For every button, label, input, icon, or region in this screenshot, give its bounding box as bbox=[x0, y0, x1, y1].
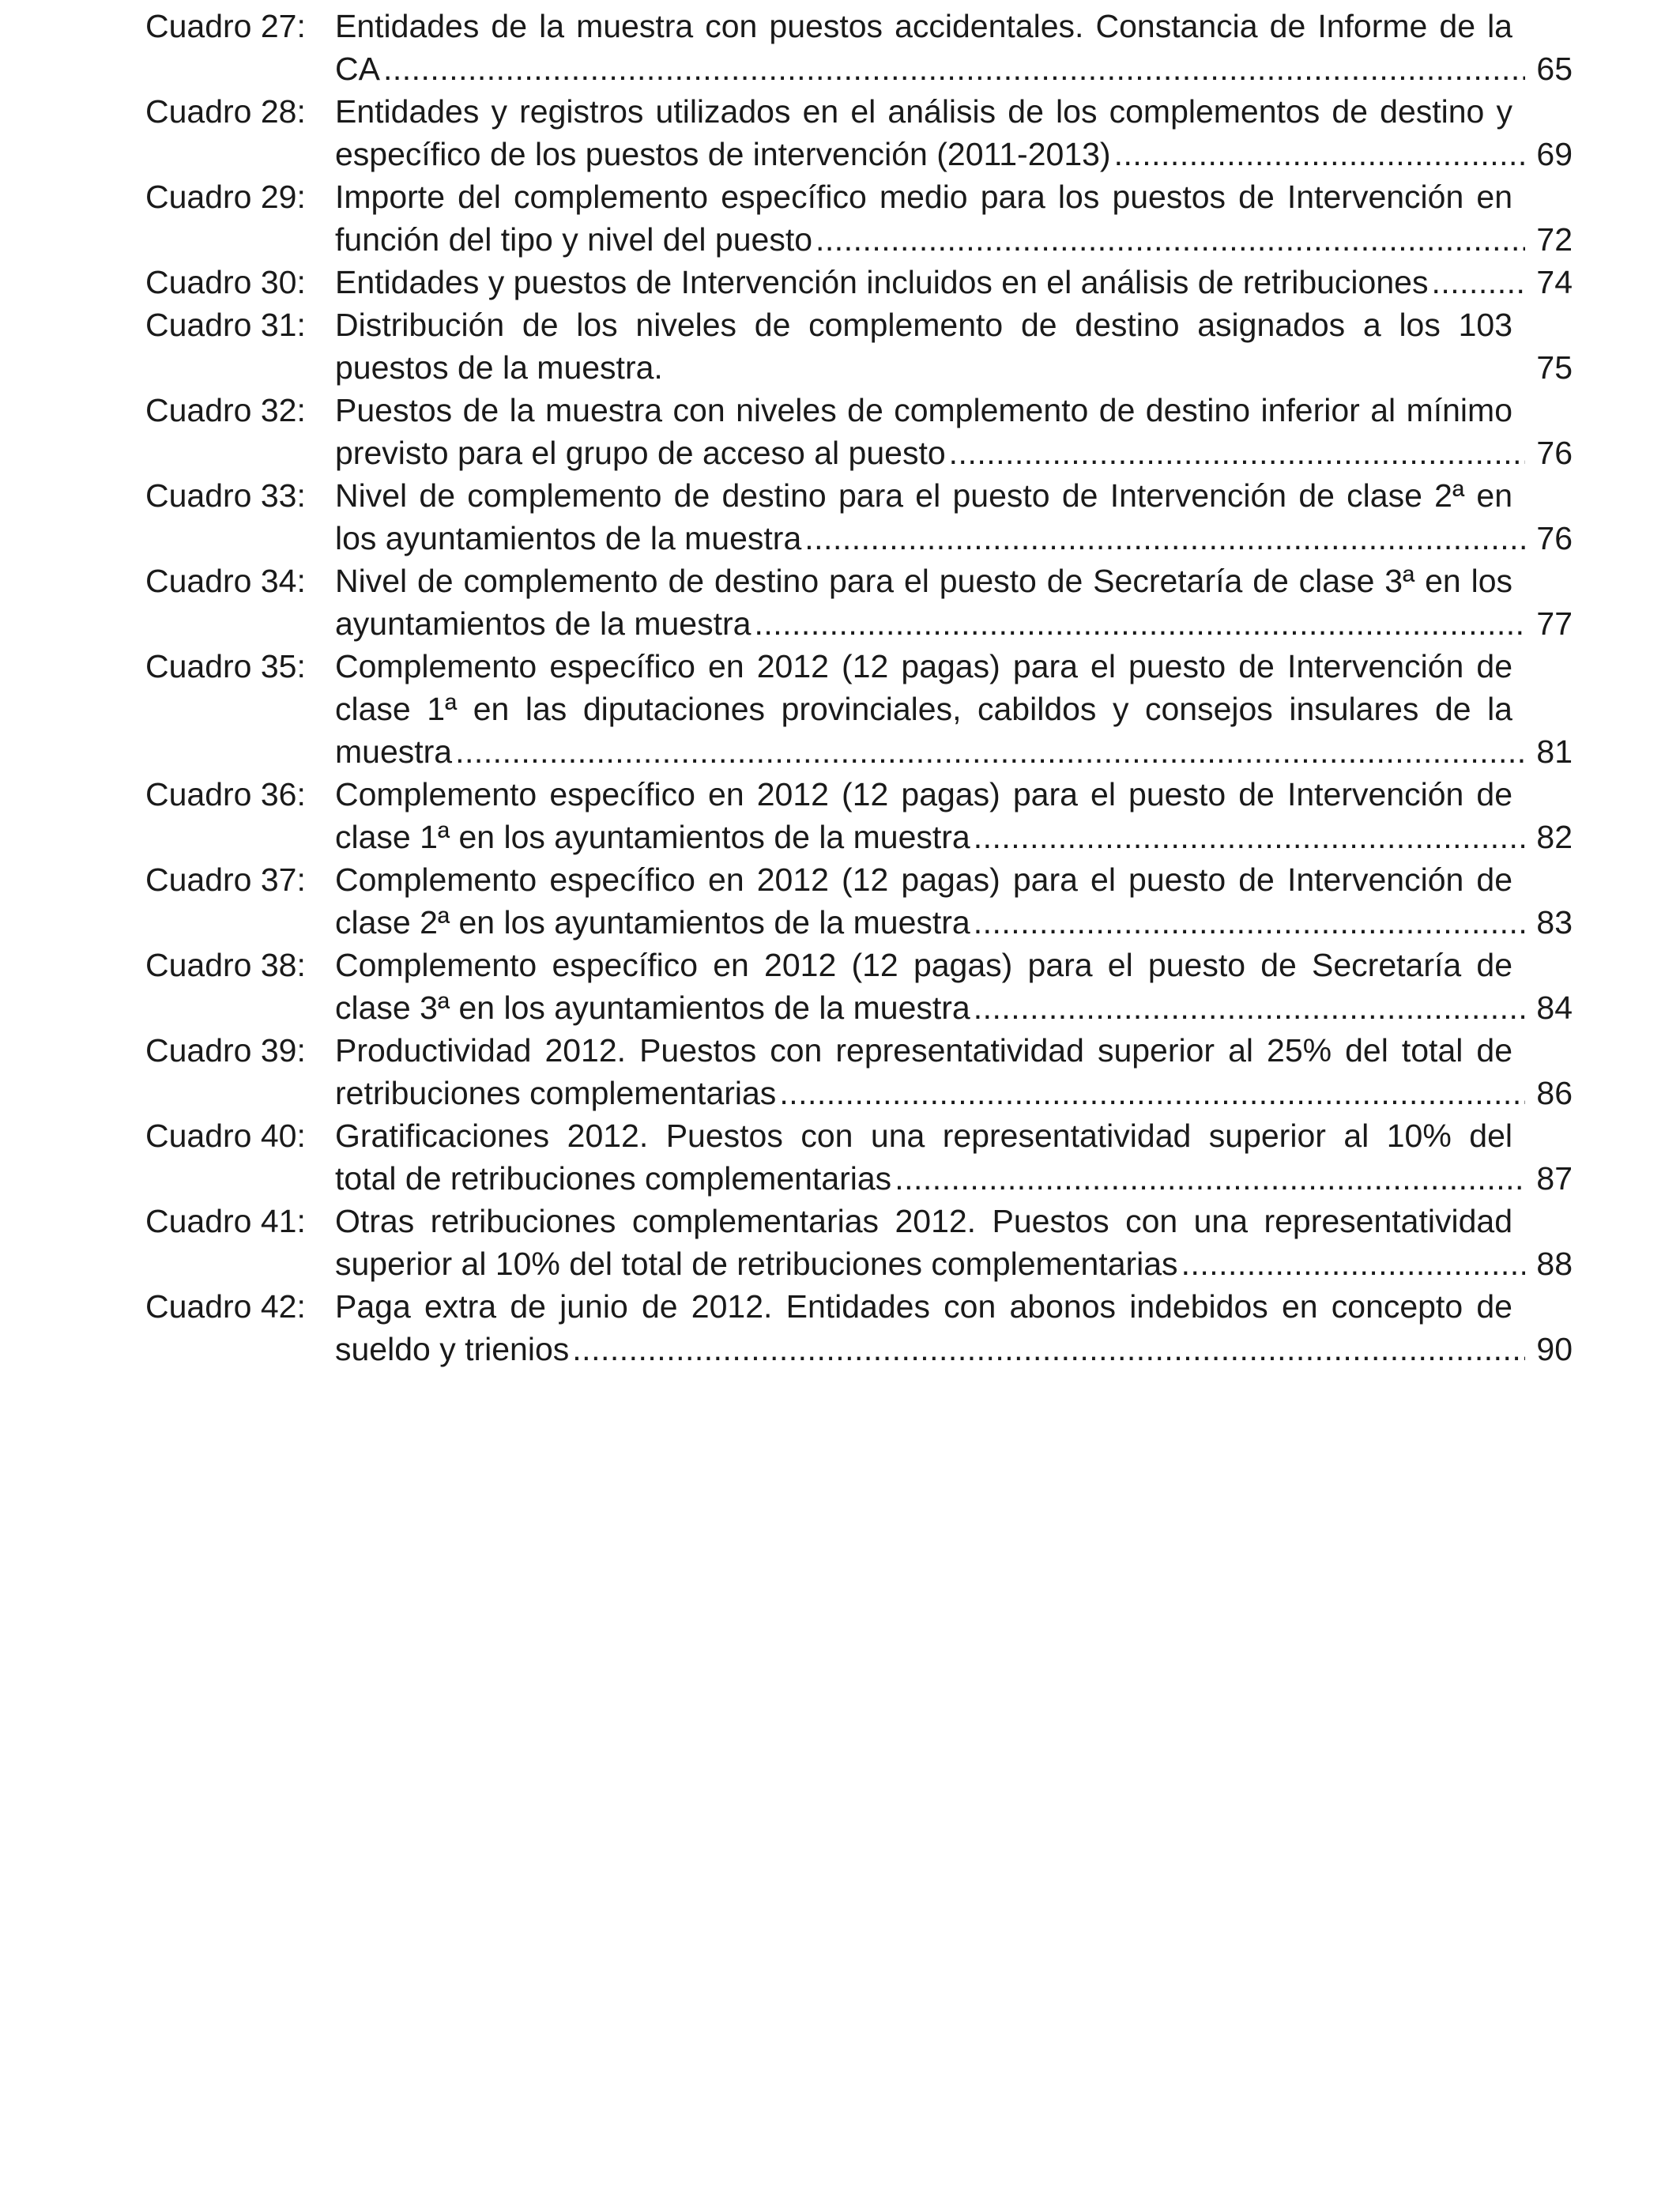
toc-entry-title-line: Gratificaciones 2012. Puestos con una representatividad superior al 10% del bbox=[335, 1118, 1512, 1154]
toc-entry-page-number: 81 bbox=[1536, 733, 1573, 770]
toc-entry-title-line: Complemento específico en 2012 (12 pagas) para el puesto de Secretaría de bbox=[335, 947, 1512, 983]
dot-leader bbox=[455, 730, 1525, 773]
toc-entry-page-number: 86 bbox=[1536, 1075, 1573, 1111]
toc-entry-page-number: 84 bbox=[1536, 990, 1573, 1026]
toc-entry-title-line: Puestos de la muestra con niveles de complemento de destino inferior al mínimo bbox=[335, 392, 1512, 428]
dot-leader bbox=[572, 1328, 1525, 1370]
toc-entry[interactable] bbox=[145, 90, 1573, 175]
toc-entry-title-line: muestra bbox=[335, 733, 453, 770]
toc-entry-label: Cuadro 36: bbox=[145, 776, 306, 812]
dot-leader bbox=[383, 47, 1525, 90]
toc-entry[interactable] bbox=[145, 1114, 1573, 1200]
toc-entry[interactable] bbox=[145, 175, 1573, 261]
toc-entry-label: Cuadro 34: bbox=[145, 563, 306, 599]
toc-entry-page-number: 65 bbox=[1536, 51, 1573, 87]
toc-entry-title-line: Nivel de complemento de destino para el puesto de Secretaría de clase 3ª en los bbox=[335, 563, 1512, 599]
toc-entry-label: Cuadro 39: bbox=[145, 1032, 306, 1069]
toc-entry-title-line: Distribución de los niveles de complemento de destino asignados a los 103 bbox=[335, 307, 1512, 343]
toc-entry-page-number: 90 bbox=[1536, 1331, 1573, 1367]
dot-leader bbox=[949, 432, 1525, 474]
dot-leader bbox=[754, 602, 1525, 645]
toc-entry-label: Cuadro 40: bbox=[145, 1118, 306, 1154]
toc-entry-title-line: CA bbox=[335, 51, 380, 87]
toc-entry-label: Cuadro 27: bbox=[145, 8, 306, 44]
toc-entry-page-number: 87 bbox=[1536, 1160, 1573, 1197]
toc-entry-title-line: Complemento específico en 2012 (12 pagas) para el puesto de Intervención de bbox=[335, 648, 1512, 684]
toc-entry[interactable] bbox=[145, 1029, 1573, 1114]
toc-entry-title-line: Entidades de la muestra con puestos accidentales. Constancia de Informe de la bbox=[335, 8, 1512, 44]
toc-entry-title-line: clase 1ª en las diputaciones provinciales, cabildos y consejos insulares de la bbox=[335, 691, 1512, 727]
toc-entry-label: Cuadro 37: bbox=[145, 861, 306, 898]
toc-entry[interactable] bbox=[145, 773, 1573, 858]
toc-entry-label: Cuadro 35: bbox=[145, 648, 306, 684]
toc-entry-page-number: 88 bbox=[1536, 1246, 1573, 1282]
toc-entry-label: Cuadro 29: bbox=[145, 179, 306, 215]
toc-entry[interactable] bbox=[145, 560, 1573, 645]
dot-leader bbox=[1114, 133, 1525, 175]
toc-entry[interactable] bbox=[145, 261, 1573, 303]
toc-entry-page-number: 83 bbox=[1536, 904, 1573, 941]
toc-entry-title-line: Entidades y registros utilizados en el análisis de los complementos de destino y bbox=[335, 93, 1512, 130]
toc-entry[interactable] bbox=[145, 858, 1573, 944]
dot-leader bbox=[816, 218, 1525, 261]
toc-entry-page-number: 74 bbox=[1536, 264, 1573, 300]
toc-entry-title-line: función del tipo y nivel del puesto bbox=[335, 221, 813, 258]
dot-leader bbox=[1431, 261, 1525, 303]
toc-entry-title-line: previsto para el grupo de acceso al puesto bbox=[335, 435, 946, 471]
toc-entry[interactable] bbox=[145, 474, 1573, 560]
dot-leader bbox=[974, 986, 1525, 1029]
toc-entry-title-line: Nivel de complemento de destino para el puesto de Intervención de clase 2ª en bbox=[335, 477, 1512, 514]
toc-entry-title-line: los ayuntamientos de la muestra bbox=[335, 520, 802, 556]
toc-entry-label: Cuadro 28: bbox=[145, 93, 306, 130]
toc-entry-page-number: 75 bbox=[1536, 349, 1573, 386]
toc-entry-title-line: Importe del complemento específico medio para los puestos de Intervención en bbox=[335, 179, 1512, 215]
toc-entry-label: Cuadro 41: bbox=[145, 1203, 306, 1239]
toc-entry-title-line: Paga extra de junio de 2012. Entidades con abonos indebidos en concepto de bbox=[335, 1288, 1512, 1325]
toc-entry-title-line: total de retribuciones complementarias bbox=[335, 1160, 892, 1197]
toc-entry-title-line: clase 2ª en los ayuntamientos de la muestra bbox=[335, 904, 970, 941]
toc-entry[interactable] bbox=[145, 645, 1573, 773]
toc-entry-page-number: 69 bbox=[1536, 136, 1573, 172]
toc-entry-label: Cuadro 42: bbox=[145, 1288, 306, 1325]
toc-entry-title-line: específico de los puestos de intervención (2011-2013) bbox=[335, 136, 1111, 172]
dot-leader bbox=[804, 517, 1525, 560]
toc-entry-title-line: clase 1ª en los ayuntamientos de la muestra bbox=[335, 819, 970, 855]
toc-entry-page-number: 76 bbox=[1536, 520, 1573, 556]
toc-entry[interactable] bbox=[145, 303, 1573, 389]
toc-entry-title-line: Otras retribuciones complementarias 2012. Puestos con una representatividad bbox=[335, 1203, 1512, 1239]
toc-entry-title-line: Entidades y puestos de Intervención incluidos en el análisis de retribuciones bbox=[335, 264, 1429, 300]
toc-entry-title-line: Complemento específico en 2012 (12 pagas) para el puesto de Intervención de bbox=[335, 776, 1512, 812]
toc-entry-title-line: sueldo y trienios bbox=[335, 1331, 570, 1367]
toc-entry-title-line: clase 3ª en los ayuntamientos de la muestra bbox=[335, 990, 970, 1026]
toc-entry[interactable] bbox=[145, 1200, 1573, 1285]
toc-entry-label: Cuadro 31: bbox=[145, 307, 306, 343]
table-of-contents bbox=[145, 5, 1573, 1370]
toc-entry-page-number: 76 bbox=[1536, 435, 1573, 471]
toc-entry-label: Cuadro 38: bbox=[145, 947, 306, 983]
toc-entry[interactable] bbox=[145, 1285, 1573, 1370]
dot-leader bbox=[779, 1072, 1525, 1114]
toc-entry-title-line: retribuciones complementarias bbox=[335, 1075, 777, 1111]
dot-leader bbox=[895, 1157, 1525, 1200]
toc-entry-title-line: superior al 10% del total de retribuciones complementarias bbox=[335, 1246, 1178, 1282]
toc-entry-page-number: 72 bbox=[1536, 221, 1573, 258]
dot-leader bbox=[1181, 1242, 1525, 1285]
toc-entry[interactable] bbox=[145, 944, 1573, 1029]
toc-entry-title-line: ayuntamientos de la muestra bbox=[335, 605, 751, 642]
toc-entry-page-number: 82 bbox=[1536, 819, 1573, 855]
dot-leader bbox=[974, 901, 1525, 944]
toc-entry[interactable] bbox=[145, 5, 1573, 90]
toc-entry-title-line: Productividad 2012. Puestos con representatividad superior al 25% del total de bbox=[335, 1032, 1512, 1069]
toc-entry-label: Cuadro 32: bbox=[145, 392, 306, 428]
toc-entry-label: Cuadro 33: bbox=[145, 477, 306, 514]
toc-entry-label: Cuadro 30: bbox=[145, 264, 306, 300]
toc-entry[interactable] bbox=[145, 389, 1573, 474]
toc-entry-page-number: 77 bbox=[1536, 605, 1573, 642]
toc-entry-title-line: Complemento específico en 2012 (12 pagas) para el puesto de Intervención de bbox=[335, 861, 1512, 898]
dot-leader bbox=[974, 816, 1525, 858]
toc-entry-title-line: puestos de la muestra. bbox=[335, 349, 663, 386]
